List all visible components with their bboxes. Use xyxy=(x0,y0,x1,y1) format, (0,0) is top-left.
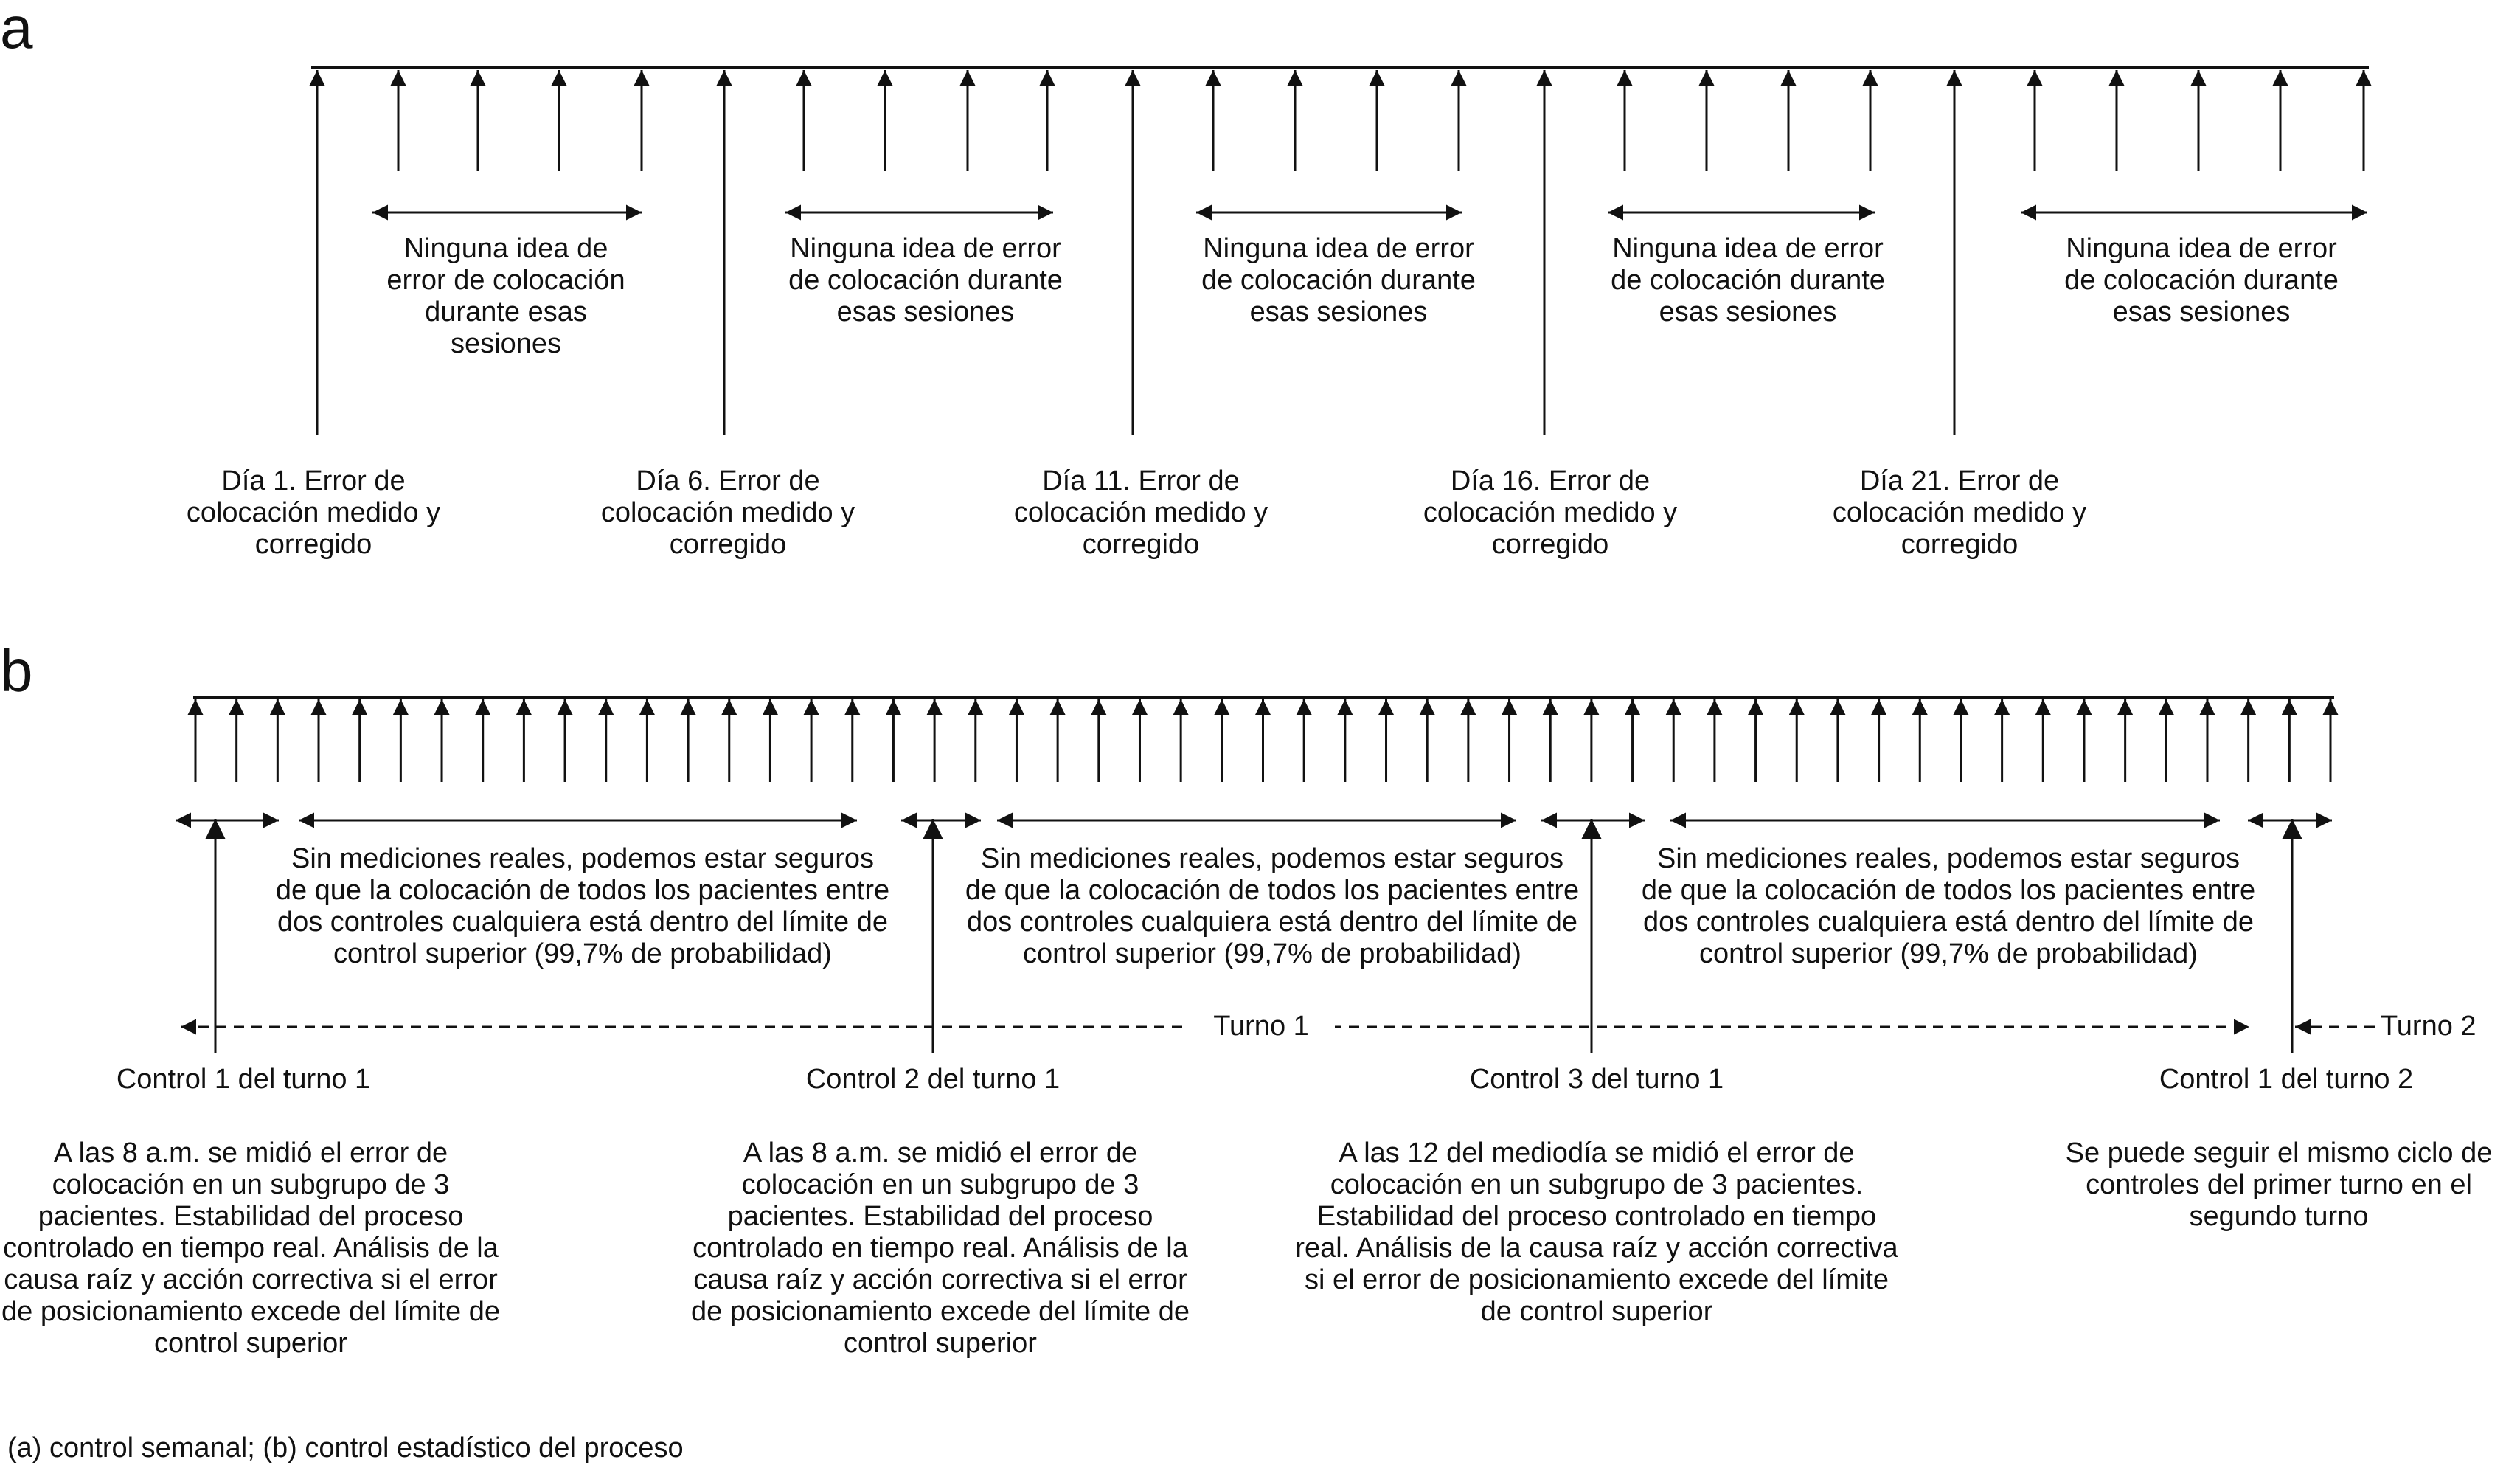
control-description: A las 8 a.m. se midió el error de colocación en un subgrupo de 3 pacientes. Estabilidad del proceso controlado en tiempo real. Análisis de la causa raíz y acción correctiva si el error de posicionamiento excede del límite de control superior xyxy=(1,1138,500,1359)
shift-1-label: Turno 1 xyxy=(1187,1011,1335,1042)
panel-a-day-label: Día 21. Error de colocación medido y corregido xyxy=(1832,465,2087,560)
control-label: Control 3 del turno 1 xyxy=(1469,1064,1724,1095)
panel-a-note: Ninguna idea de error de colocación durante esas sesiones xyxy=(788,233,1063,328)
control-description: A las 12 del mediodía se midió el error de colocación en un subgrupo de 3 pacientes. Estabilidad del proceso controlado en tiempo real. Análisis de la causa raíz y acción correctiva si el error de posicionamiento excede del límite de control superior xyxy=(1295,1138,1898,1327)
panel-a-note: Ninguna idea de error de colocación durante esas sesiones xyxy=(2064,233,2339,328)
panel-a-note: Ninguna idea de error de colocación durante esas sesiones xyxy=(1611,233,1885,328)
panel-b-letter: b xyxy=(0,638,33,704)
panel-a-note: Ninguna idea de error de colocación durante esas sesiones xyxy=(386,233,625,359)
panel-a-day-label: Día 6. Error de colocación medido y corregido xyxy=(600,465,855,560)
panel-b-note: Sin mediciones reales, podemos estar seguros de que la colocación de todos los pacientes entre dos controles cualquiera está dentro del límite de control superior (99,7% de probabilidad) xyxy=(275,843,890,969)
control-description: Se puede seguir el mismo ciclo de controles del primer turno en el segundo turno xyxy=(2065,1138,2493,1232)
shift-2-label: Turno 2 xyxy=(2381,1011,2476,1042)
panel-a-day-label: Día 11. Error de colocación medido y corregido xyxy=(1013,465,1268,560)
panel-a-day-label: Día 1. Error de colocación medido y corregido xyxy=(186,465,441,560)
control-label: Control 2 del turno 1 xyxy=(805,1064,1061,1095)
control-description: A las 8 a.m. se midió el error de colocación en un subgrupo de 3 pacientes. Estabilidad del proceso controlado en tiempo real. Análisis de la causa raíz y acción correctiva si el error de posicionamiento excede del límite de control superior xyxy=(691,1138,1190,1359)
panel-a-note: Ninguna idea de error de colocación durante esas sesiones xyxy=(1201,233,1476,328)
panel-b-note: Sin mediciones reales, podemos estar seguros de que la colocación de todos los pacientes entre dos controles cualquiera está dentro del límite de control superior (99,7% de probabilidad) xyxy=(965,843,1580,969)
panel-a-day-label: Día 16. Error de colocación medido y corregido xyxy=(1423,465,1678,560)
panel-b-note: Sin mediciones reales, podemos estar seguros de que la colocación de todos los pacientes entre dos controles cualquiera está dentro del límite de control superior (99,7% de probabilidad) xyxy=(1641,843,2256,969)
control-label: Control 1 del turno 1 xyxy=(116,1064,371,1095)
control-label: Control 1 del turno 2 xyxy=(2159,1064,2414,1095)
panel-a-letter: a xyxy=(0,0,33,60)
figure-caption: (a) control semanal; (b) control estadístico del proceso xyxy=(7,1433,684,1464)
